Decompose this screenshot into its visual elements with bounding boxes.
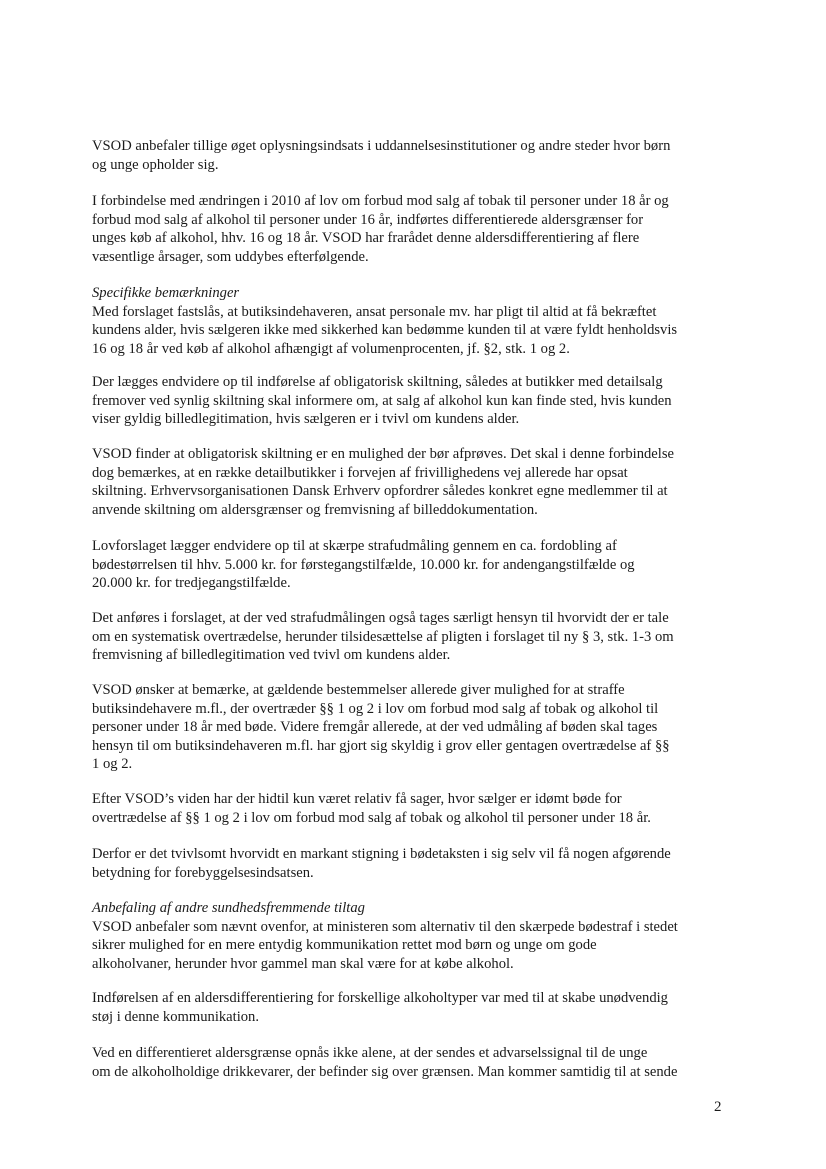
text-line: VSOD anbefaler som nævnt ovenfor, at ministeren som alternativ til den skærpede bødestraf i stedet <box>92 918 678 935</box>
paragraph-aldersdifferentiering <box>92 989 732 1026</box>
text-line: alkoholvaner, herunder hvor gammel man skal være for at købe alkohol. <box>92 955 514 972</box>
text-line: 16 og 18 år ved køb af alkohol afhængigt af volumenprocenten, jf. §2, stk. 1 og 2. <box>92 340 570 357</box>
text-line: bødestørrelsen til hhv. 5.000 kr. for førstegangstilfælde, 10.000 kr. for andengangstilfælde og <box>92 556 635 573</box>
text-line: unges køb af alkohol, hhv. 16 og 18 år. VSOD har frarådet denne aldersdifferentiering af flere <box>92 230 640 246</box>
text-line: VSOD anbefaler tillige øget oplysningsindsats i uddannelsesinstitutioner og andre steder hvor børn <box>92 138 671 154</box>
text-line: fremvisning af billedlegitimation ved tvivl om kundens alder. <box>92 647 451 663</box>
paragraph-saerligt-hensyn <box>92 609 732 665</box>
text-line: Der lægges endvidere op til indførelse af obligatorisk skiltning, således at butikker med detailsalg <box>92 374 663 390</box>
text-line: anvende skiltning om aldersgrænser og fremvisning af billeddokumentation. <box>92 501 538 518</box>
text-line: skiltning. Erhvervsorganisationen Dansk Erhverv opfordrer således konkret egne medlemmer til at <box>92 483 668 499</box>
paragraph-gaeldende-bestemmelser <box>92 681 732 774</box>
text-line: Lovforslaget lægger endvidere op til at skærpe strafudmåling gennem en ca. fordobling af <box>92 538 617 554</box>
page-number: 2 <box>714 1099 722 1115</box>
text-line: butiksindehavere m.fl., der overtræder §§ 1 og 2 i lov om forbud mod salg af tobak og alkohol til <box>92 700 659 717</box>
paragraph-obligatorisk-skiltning <box>92 445 732 519</box>
text-line: overtrædelse af §§ 1 og 2 i lov om forbud mod salg af tobak og alkohol til personer under 18 år. <box>92 809 651 826</box>
text-line: betydning for forebyggelsesindsatsen. <box>92 864 314 881</box>
text-line: 20.000 kr. for tredjegangstilfælde. <box>92 575 291 591</box>
paragraph-lovaendring-2010 <box>92 192 732 266</box>
text-line: Med forslaget fastslås, at butiksindehaveren, ansat personale mv. har pligt til altid at få bekræftet <box>92 303 657 320</box>
text-line: og unge opholder sig. <box>92 156 219 173</box>
section-heading: Specifikke bemærkninger <box>92 285 240 301</box>
text-line: Indførelsen af en aldersdifferentiering for forskellige alkoholtyper var med til at skabe unødvendig <box>92 990 668 1006</box>
paragraph-vsod-viden <box>92 790 732 827</box>
text-line: I forbindelse med ændringen i 2010 af lov om forbud mod salg af tobak til personer under 18 år og <box>92 193 669 209</box>
text-line: VSOD finder at obligatorisk skiltning er en mulighed der bør afprøves. Det skal i denne forbindelse <box>92 446 674 462</box>
section-heading: Anbefaling af andre sundhedsfremmende tiltag <box>92 900 365 916</box>
text-line: Derfor er det tvivlsomt hvorvidt en markant stigning i bødetaksten i sig selv vil få nogen afgørende <box>92 846 671 862</box>
text-line: forbud mod salg af alkohol til personer under 16 år, indførtes differentierede aldersgrænser for <box>92 211 644 228</box>
text-line: Ved en differentieret aldersgrænse opnås ikke alene, at der sendes et advarselssignal til de unge <box>92 1045 648 1061</box>
text-line: personer under 18 år med bøde. Videre fremgår allerede, at der ved udmåling af bøden skal tages <box>92 719 658 735</box>
paragraph-specifikke-bemaerkninger <box>92 284 732 358</box>
text-line: Det anføres i forslaget, at der ved strafudmålingen også tages særligt hensyn til hvorvidt der er tale <box>92 610 669 626</box>
text-line: fremover ved synlig skiltning skal informere om, at salg af alkohol kun kan finde sted, hvis kunden <box>92 392 672 409</box>
text-line: om en systematisk overtrædelse, herunder tilsidesættelse af pligten i forslaget til ny § 3, stk. 1-3 om <box>92 628 674 645</box>
text-line: 1 og 2. <box>92 756 133 772</box>
paragraph-boedetakst <box>92 845 732 882</box>
text-line: kundens alder, hvis sælgeren ikke med sikkerhed kan bedømme kunden til at være fyldt henholdsvis <box>92 322 678 338</box>
text-line: dog bemærkes, at en række detailbutikker i forvejen af frivillighedens vej allerede har opsat <box>92 464 628 481</box>
paragraph-anbefaling-tiltag <box>92 899 732 973</box>
text-line: hensyn til om butiksindehaveren m.fl. har gjort sig skyldig i grov eller gentagen overtrædelse af §§ <box>92 737 670 754</box>
text-line: viser gyldig billedlegitimation, hvis sælgeren er i tvivl om kundens alder. <box>92 411 520 427</box>
text-line: VSOD ønsker at bemærke, at gældende bestemmelser allerede giver mulighed for at straffe <box>92 682 625 698</box>
paragraph-oplysningsindsats <box>92 137 732 174</box>
text-line: Efter VSOD’s viden har der hidtil kun været relativ få sager, hvor sælger er idømt bøde for <box>92 791 622 807</box>
text-line: sikrer mulighed for en mere entydig kommunikation rettet mod børn og unge om gode <box>92 937 597 953</box>
paragraph-skiltning <box>92 373 732 429</box>
text-line: væsentlige årsager, som uddybes efterfølgende. <box>92 248 369 265</box>
text-line: om de alkoholholdige drikkevarer, der befinder sig over grænsen. Man kommer samtidig til at sende <box>92 1063 678 1080</box>
text-line: støj i denne kommunikation. <box>92 1008 260 1025</box>
paragraph-differentieret-graense <box>92 1044 732 1081</box>
paragraph-strafudmaaling <box>92 537 732 593</box>
